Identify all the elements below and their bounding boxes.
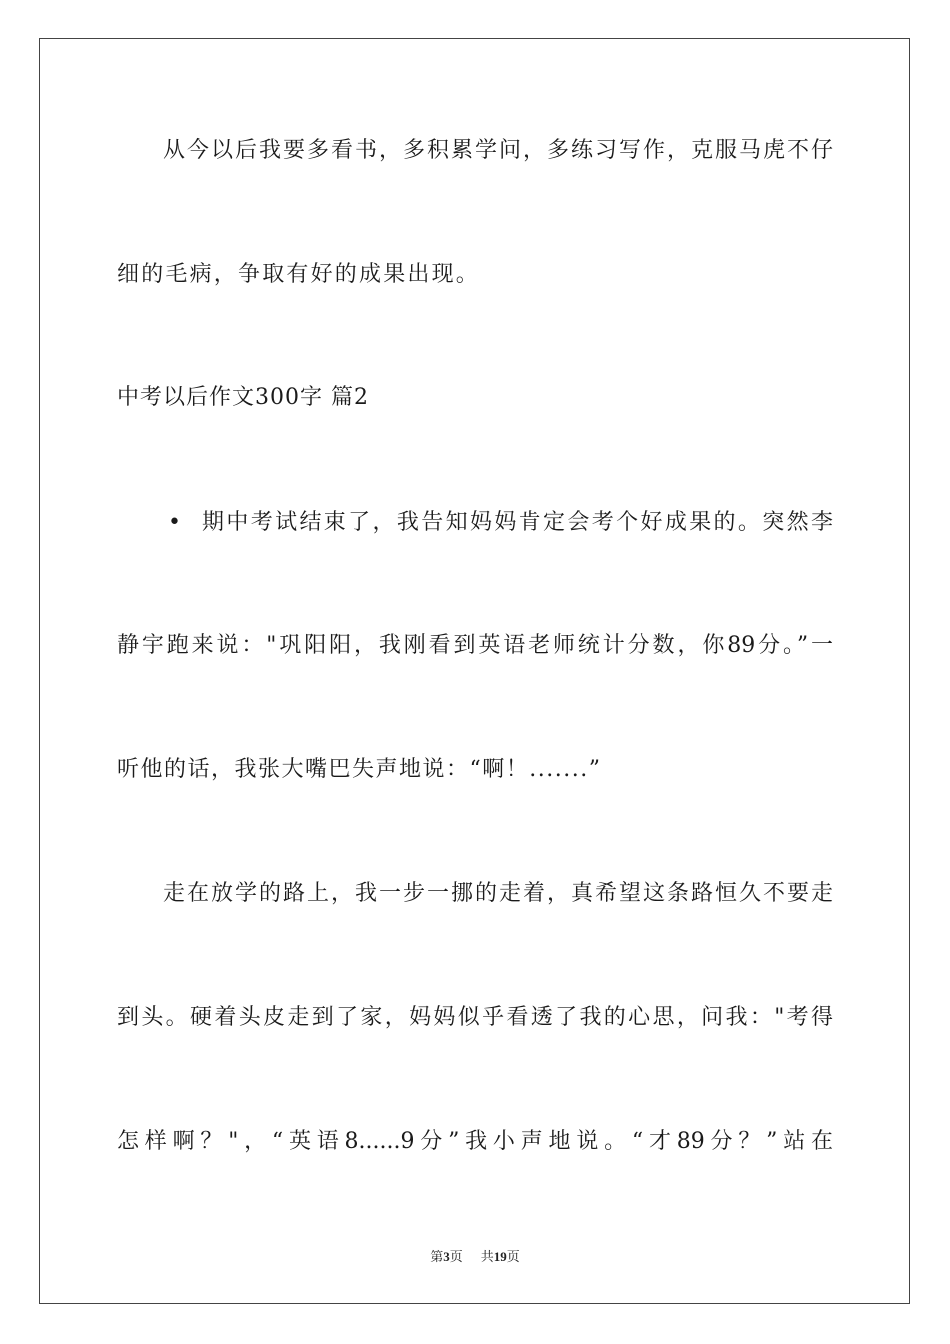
total-suffix: 页 — [506, 1249, 520, 1264]
page-footer — [0, 1246, 950, 1265]
paragraph-2-line-2: 静宇跑来说："巩阳阳，我刚看到英语老师统计分数，你89分。”一 — [117, 633, 833, 658]
paragraph-1-line-1: 从今以后我要多看书，多积累学问，多练习写作，克服马虎不仔 — [163, 138, 833, 163]
total-page-number: 19 — [493, 1249, 507, 1264]
page-border — [39, 38, 910, 1304]
page-prefix: 第 — [430, 1249, 444, 1264]
section-heading: 中考以后作文300字 篇2 — [117, 385, 369, 410]
page-suffix: 页 — [449, 1249, 463, 1264]
paragraph-2-line-1 — [168, 508, 833, 538]
paragraph-3-line-1: 走在放学的路上，我一步一挪的走着，真希望这条路恒久不要走 — [163, 881, 833, 906]
paragraph-2-line-1-text: 期中考试结束了，我告知妈妈肯定会考个好成果的。突然李 — [202, 510, 833, 535]
paragraph-3-line-3: 怎样啊？"，“英语8......9分”我小声地说。“才89分？”站在 — [117, 1129, 833, 1154]
total-prefix: 共 — [480, 1249, 494, 1264]
paragraph-1-line-2: 细的毛病，争取有好的成果出现。 — [117, 262, 481, 287]
paragraph-3-line-2: 到头。硬着头皮走到了家，妈妈似乎看透了我的心思，问我："考得 — [117, 1005, 833, 1030]
paragraph-2-line-3: 听他的话，我张大嘴巴失声地说：“啊！.......” — [117, 757, 602, 782]
bullet-icon: • — [168, 510, 184, 535]
current-page-number: 3 — [443, 1249, 450, 1264]
